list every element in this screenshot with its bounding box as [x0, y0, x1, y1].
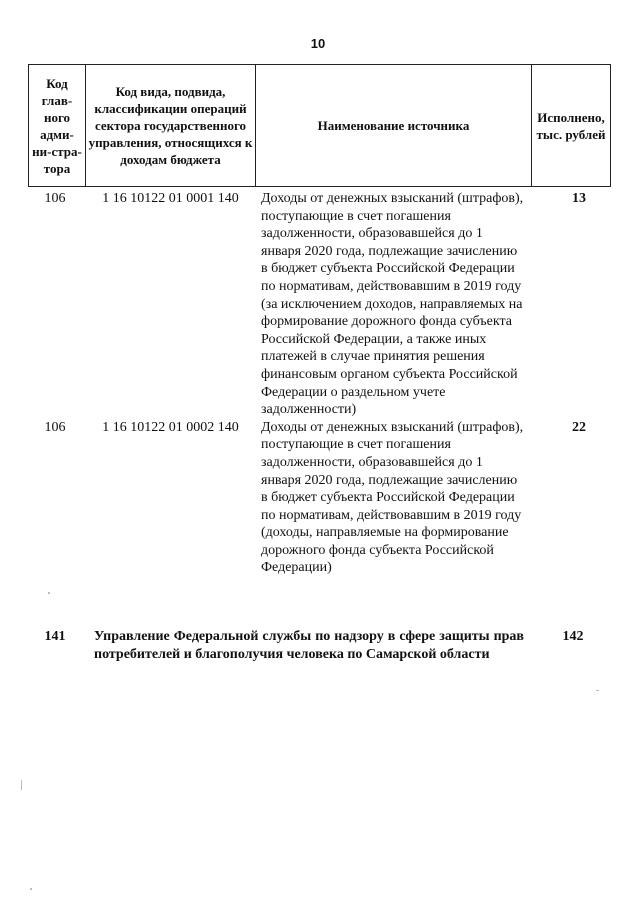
- summary-admin-code: 141: [44, 629, 66, 644]
- source-name-cell: Доходы от денежных взысканий (штрафов), поступающие в счет погашения задолженности, образовавшейся до 1 января 2020 года, подлежащие зачислению в бюджет субъекта Российской Федерации по нормативам, действовавшим в 2019 году (доходы, направляемые на формирование дорожного фонда субъекта Российской Федерации): [261, 419, 524, 576]
- table-row: [28, 419, 616, 577]
- header-code-admin: Код глав-ного адми-ни-стра-тора: [29, 65, 86, 187]
- scan-mark: [596, 690, 599, 691]
- summary-name: Управление Федеральной службы по надзору в сфере защиты прав потребителей и благополучия человека по Самарской области: [94, 629, 524, 662]
- executed-value-cell: 22: [572, 419, 586, 435]
- admin-code-cell: 106: [44, 419, 66, 435]
- page-number: 10: [310, 36, 326, 51]
- classification-code-cell: 1 16 10122 01 0001 140: [102, 191, 239, 206]
- table-header: [28, 64, 611, 187]
- summary-value: 142: [562, 629, 584, 644]
- scan-mark: [48, 592, 50, 594]
- header-code-type: Код вида, подвида, классификации операций сектора государственного управления, относящихся к доходам бюджета: [86, 65, 256, 187]
- source-name-cell: Доходы от денежных взысканий (штрафов), поступающие в счет погашения задолженности, образовавшейся до 1 января 2020 года, подлежащие зачислению в бюджет субъекта Российской Федерации по нормативам, действовавшим в 2019 году (за исключением доходов, направляемых на формирование дорожного фонда субъекта Российской Федерации, а также иных платежей в случае принятия решения финансовым органом субъекта Российской Федерации о раздельном учете задолженности): [261, 191, 524, 418]
- table-body: [28, 190, 616, 577]
- classification-code-cell: 1 16 10122 01 0002 140: [102, 419, 239, 435]
- admin-code-cell: 106: [44, 191, 66, 206]
- scan-mark: [30, 888, 32, 890]
- header-executed: Исполнено, тыс. рублей: [532, 65, 611, 187]
- summary-row: [28, 628, 616, 664]
- table-row: [28, 190, 616, 419]
- scan-mark: [21, 780, 22, 790]
- executed-value-cell: 13: [572, 191, 586, 206]
- header-source-name: Наименование источника: [256, 65, 532, 187]
